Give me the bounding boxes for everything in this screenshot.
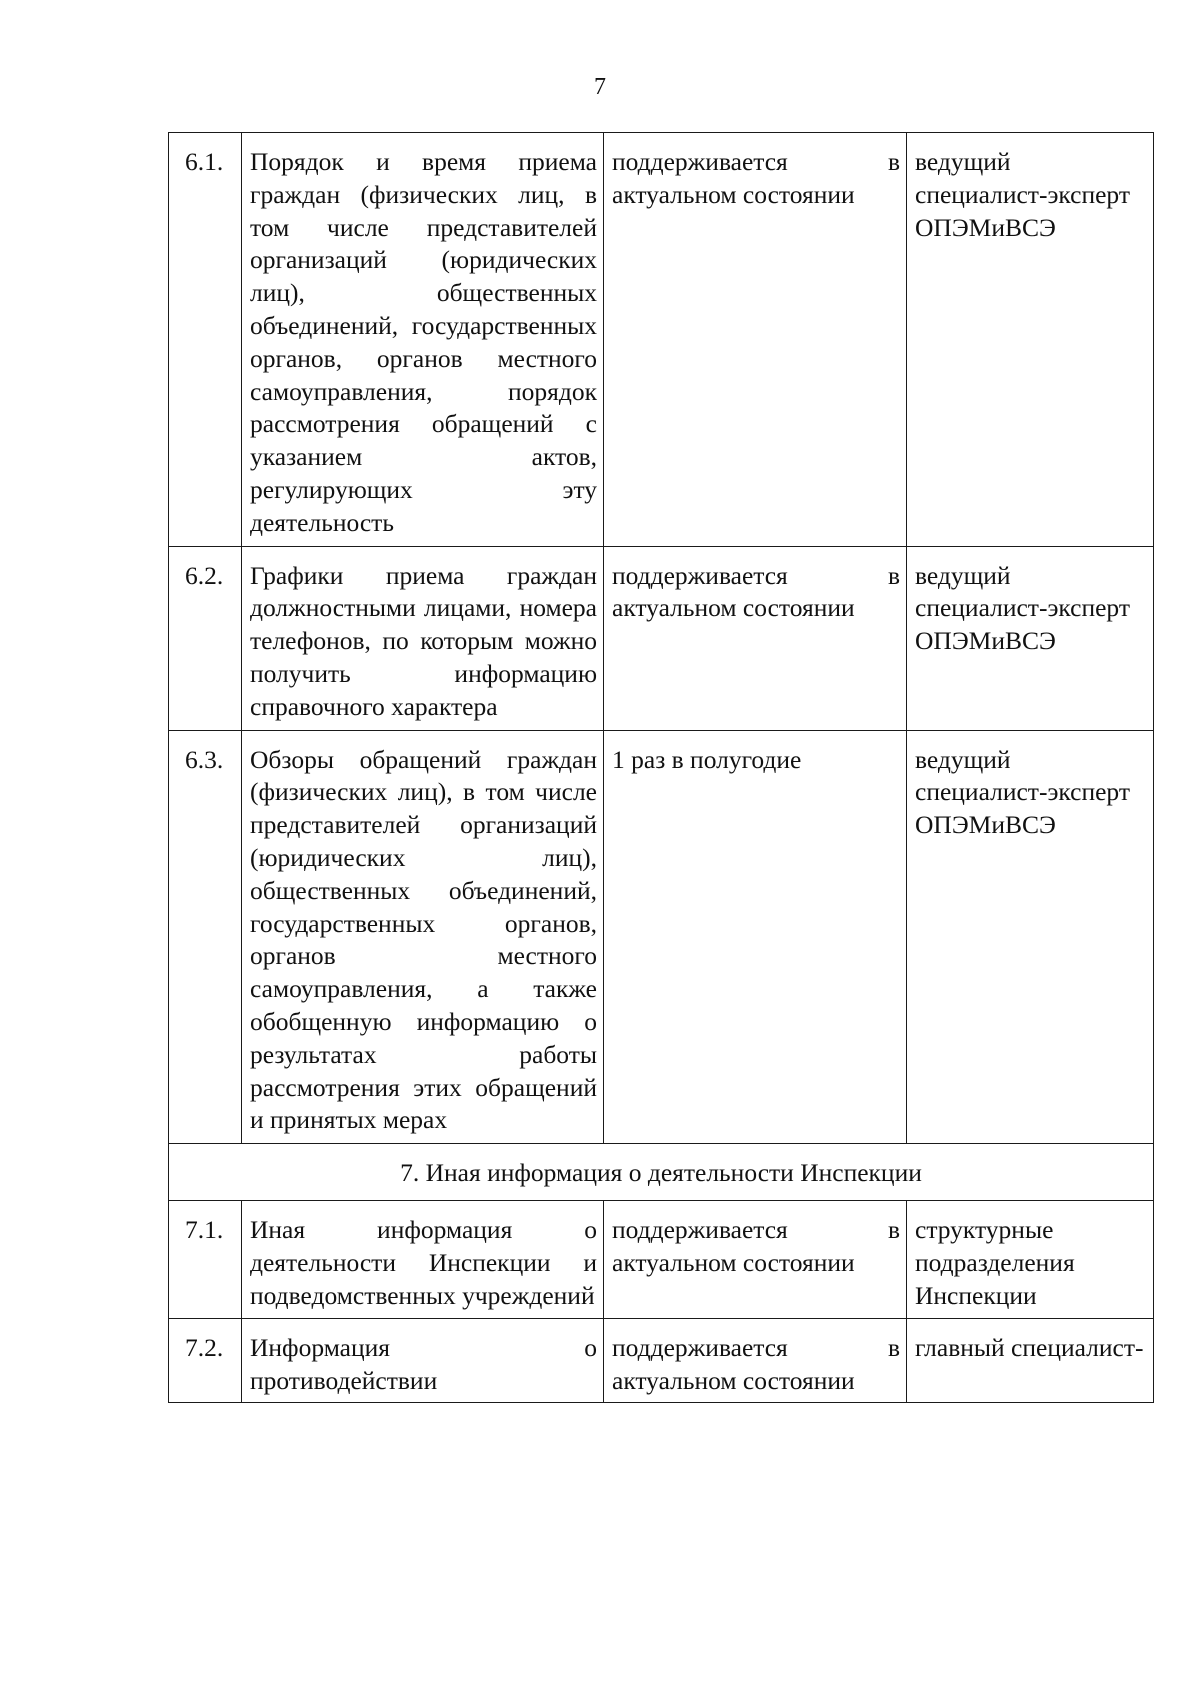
table-row [169, 1200, 1154, 1318]
row-number: 6.3. [169, 730, 242, 1144]
row-responsible: ведущий специалист-эксперт ОПЭМиВСЭ [907, 730, 1154, 1144]
row-responsible: ведущий специалист-эксперт ОПЭМиВСЭ [907, 546, 1154, 730]
section-title: 7. Иная информация о деятельности Инспекции [169, 1144, 1154, 1201]
row-description: Графики приема граждан должностными лицами, номера телефонов, по которым можно получить информацию справочного характера [242, 546, 604, 730]
row-period: поддерживается в актуальном состоянии [604, 1200, 907, 1318]
row-responsible: ведущий специалист-эксперт ОПЭМиВСЭ [907, 133, 1154, 547]
row-responsible: структурные подразделения Инспекции [907, 1200, 1154, 1318]
page-number: 7 [594, 74, 606, 100]
row-number: 6.2. [169, 546, 242, 730]
row-description: Порядок и время приема граждан (физических лиц, в том числе представителей организаций (юридических лиц), общественных объединений, государственных органов, органов местного самоуправления, порядок рассмотрения обращений с указанием актов, регулирующих эту деятельность [242, 133, 604, 547]
row-period: поддерживается в актуальном состоянии [604, 133, 907, 547]
row-number: 7.1. [169, 1200, 242, 1318]
row-period: поддерживается в актуальном состоянии [604, 546, 907, 730]
table-row [169, 730, 1154, 1144]
row-description: Обзоры обращений граждан (физических лиц), в том числе представителей организаций (юридических лиц), общественных объединений, государственных органов, органов местного самоуправления, а также обобщенную информацию о результатах работы рассмотрения этих обращений и принятых мерах [242, 730, 604, 1144]
table-row [169, 546, 1154, 730]
table-row [169, 133, 1154, 547]
row-period: 1 раз в полугодие [604, 730, 907, 1144]
section-header-row [169, 1144, 1154, 1201]
row-period: поддерживается в актуальном состоянии [604, 1319, 907, 1403]
info-table [168, 132, 1154, 1403]
row-number: 7.2. [169, 1319, 242, 1403]
row-description: Информация о противодействии [242, 1319, 604, 1403]
row-description: Иная информация о деятельности Инспекции и подведомственных учреждений [242, 1200, 604, 1318]
row-number: 6.1. [169, 133, 242, 547]
table-row [169, 1319, 1154, 1403]
row-responsible: главный специалист- [907, 1319, 1154, 1403]
